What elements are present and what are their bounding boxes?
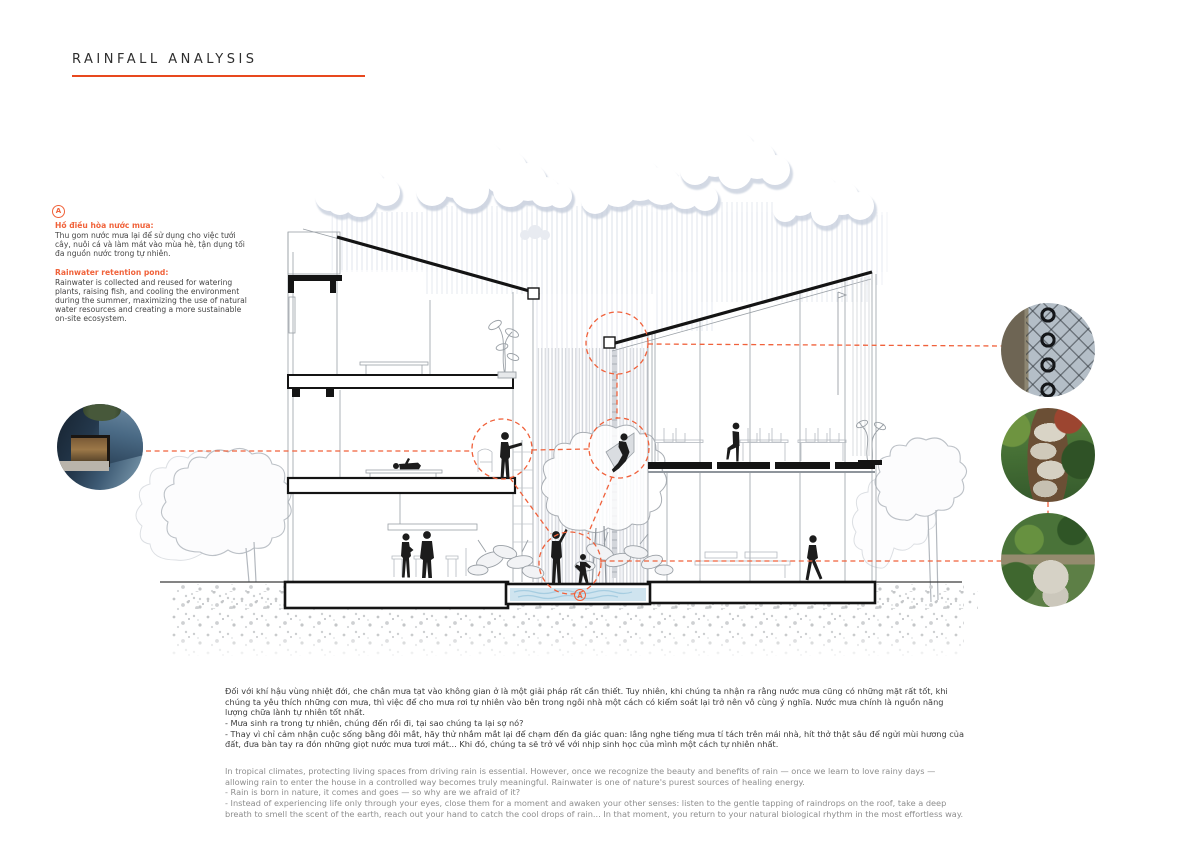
legend-body-vi: Thu gom nước mưa lại để sử dụng cho việc tưới cây, nuôi cá và làm mát vào mùa hè, tận dụng tối đa nguồn nước trong tự nhiên.: [55, 230, 245, 258]
tree-right: [875, 438, 967, 520]
garden-path-photo: [1001, 408, 1095, 502]
legend-heading-en: Rainwater retention pond:: [55, 267, 169, 277]
leader-eave-photo: [648, 344, 1003, 346]
balcony-detail: [57, 461, 109, 471]
legend-block: [55, 222, 247, 334]
footer-vi-bullet-2: - Thay vì chỉ cảm nhận cuộc sống bằng đôi mắt, hãy thử nhắm mắt lại để chạm đến đa giác quan: lắng nghe tiếng mưa tí tách trên mái nhà, hít thở thật sâu để ngửi mùi hương của đất, đưa bàn tay ra đón những giọt nước mưa tươi mát... Khi đó, chúng ta sẽ trở về với nhịp sinh học của mình một cách tự nhiên nhất.: [225, 728, 964, 750]
person-pointing: [500, 432, 522, 477]
night-facade-photo: [57, 404, 143, 490]
footer-paragraph-en: [225, 766, 965, 819]
person-lying: [393, 458, 421, 469]
footer-en-text: In tropical climates, protecting living spaces from driving rain is essential. However, once we recognize the beauty and benefits of rain — once we learn to love rainy days — allowing rain to enter the house in a controlled way becomes truly meaningful. Rainwater is one of nature's purest sources of healing energy.: [225, 766, 936, 787]
legend-marker-a: A: [52, 205, 65, 218]
lower-bench: [695, 552, 790, 578]
cloud: [416, 140, 575, 214]
person-walking: [806, 535, 823, 580]
footer-vi-bullet-1: - Mưa sinh ra trong tự nhiên, chúng đến rồi đi, tại sao chúng ta lại sợ nó?: [225, 717, 524, 728]
footer-en-bullet-1: - Rain is born in nature, it comes and goes — so why are we afraid of it?: [225, 787, 521, 798]
dining-furniture: [655, 428, 846, 461]
chain-rings-detail: [1035, 303, 1061, 397]
legend-heading-vi: Hồ điều hòa nước mưa:: [55, 221, 154, 230]
planter-bed-photo: [1001, 513, 1095, 607]
page-title: RAINFALL ANALYSIS: [72, 52, 258, 67]
title-underline: [72, 75, 365, 77]
rain-chain-photo: [1001, 303, 1095, 397]
footer-en-bullet-2: - Instead of experiencing life only through your eyes, close them for a moment and awaken your other senses: listen to the gentle tapping of raindrops on the roof, take a deep breath to smell the scent of the earth, reach out your hand to catch the cool drops of rain... In that moment, you return to your natural biological rhythm in the most effortless way.: [225, 797, 964, 819]
cloud: [680, 131, 793, 194]
person-standing-1: [401, 533, 414, 577]
legend-body-en: Rainwater is collected and reused for watering plants, raising fish, and cooling the environment during the summer, maximizing the use of natural water resources and creating a more sustainable on-site ecosystem.: [55, 277, 247, 323]
planting: [468, 318, 887, 580]
pond-marker-label: A: [577, 592, 583, 600]
eave-plant: [487, 318, 520, 378]
person-sitting: [726, 423, 739, 462]
person-standing-2: [420, 531, 434, 578]
footer-vi-text: Đối với khí hậu vùng nhiệt đới, che chắn mưa tạt vào không gian ở là một giải pháp rất cần thiết. Tuy nhiên, khi chúng ta nhận ra rằng nước mưa cũng có những mặt rất tốt, khi chúng ta yêu thích những cơn mưa, thì việc để cho mưa rơi tự nhiên vào bên trong ngôi nhà một cách có kiểm soát lại trở nên vô cùng ý nghĩa. Nước mưa chính là nguồn năng lượng chữa lành tự nhiên tốt nhất.: [225, 686, 948, 718]
right-building: [612, 272, 876, 582]
footer-paragraph-vi: [225, 686, 965, 750]
